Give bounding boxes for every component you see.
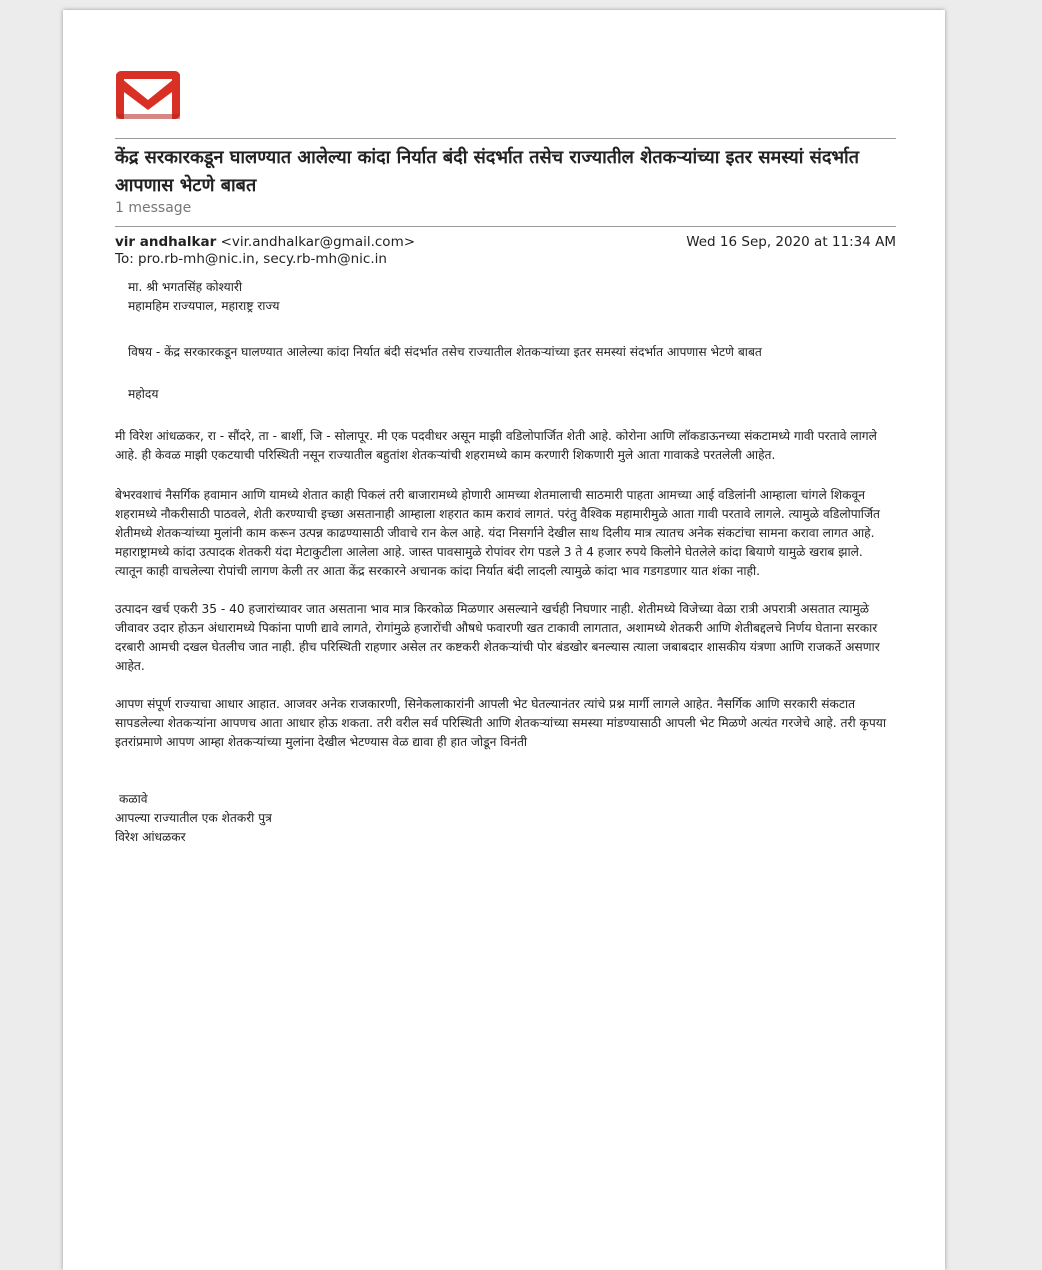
closing-kalave: कळावे	[119, 792, 148, 806]
sender-line	[115, 234, 415, 250]
recipient-title: महामहिम राज्यपाल, महाराष्ट्र राज्य	[128, 299, 280, 313]
email-date: Wed 16 Sep, 2020 at 11:34 AM	[686, 234, 896, 250]
paragraph-2: बेभरवशाचं नैसर्गिक हवामान आणि यामध्ये शेतात काही पिकलं तरी बाजारामध्ये होणारी आमच्या शेतमालाची साठमारी पाहता आमच्या आई वडिलांनी आम्हाला चांगले शिकवून शहरामध्ये नौकरीसाठी पाठवले, शेती करण्याची इच्छा असतानाही आम्हाला शहरात काम करावं लागतं. परंतु वैश्विक महामारीमुळे आता गावी परतावे लागले. त्यामुळे वडिलोपार्जित शेतीमध्ये शेतकऱ्यांच्या मुलांनी काम करून उत्पन्न काढण्यासाठी जीवाचे रान केल आहे. यंदा निसर्गाने देखील साथ दिलीय मात्र त्यातच अनेक संकटांचा सामना करावा लागत आहे. महाराष्ट्रामध्ये कांदा उत्पादक शेतकरी यंदा मेटाकुटीला आलेला आहे. जास्त पावसामुळे रोपांवर रोग पडले 3 ते 4 हजार रुपये किलोने घेतलेले कांदा बियाणे यामुळे खराब झाले. त्यातून काही वाचलेल्या रोपांची लागण केली तर आता केंद्र सरकारने अचानक कांदा निर्यात बंदी लादली त्यामुळे कांदा भाव गडगडणार यात शंका नाही.	[115, 488, 880, 578]
subject-divider	[115, 226, 896, 227]
paragraph-4: आपण संपूर्ण राज्याचा आधार आहात. आजवर अनेक राजकारणी, सिनेकलाकारांनी आपली भेट घेतल्यानंतर त्यांचे प्रश्न मार्गी लागले आहेत. नैसर्गिक आणि सरकारी संकटात सापडलेल्या शेतकऱ्यांना आपणच आता आधार होऊ शकता. तरी वरील सर्व परिस्थिती आणि शेतकऱ्यांच्या समस्या मांडण्यासाठी आपली भेट मिळणे अत्यंत गरजेचे आहे. तरी कृपया इतरांप्रमाणे आपण आम्हा शेतकऱ्यांच्या मुलांना देखील भेटण्यास वेळ द्यावा ही हात जोडून विनंती	[115, 697, 887, 749]
email-subject: केंद्र सरकारकडून घालण्यात आलेल्या कांदा निर्यात बंदी संदर्भात तसेच राज्यातील शेतकऱ्यांच्या इतर समस्यां संदर्भात आपणास भेटणे बाबत	[115, 147, 859, 196]
email-body	[115, 278, 887, 847]
sender-email: <vir.andhalkar@gmail.com>	[220, 234, 416, 250]
letter-subject: विषय - केंद्र सरकारकडून घालण्यात आलेल्या कांदा निर्यात बंदी संदर्भात तसेच राज्यातील शेतकऱ्यांच्या इतर समस्यां संदर्भात आपणास भेटणे बाबत	[128, 345, 762, 359]
email-print-page	[63, 10, 945, 1270]
gmail-envelope-icon	[115, 70, 181, 120]
salutation: महोदय	[128, 387, 159, 401]
recipient-name: मा. श्री भगतसिंह कोश्यारी	[128, 280, 243, 294]
recipients-line: To: pro.rb-mh@nic.in, secy.rb-mh@nic.in	[115, 251, 387, 267]
closing-signature-line: आपल्या राज्यातील एक शेतकरी पुत्र	[115, 811, 272, 825]
paragraph-3: उत्पादन खर्च एकरी 35 - 40 हजारांच्यावर जात असताना भाव मात्र किरकोळ मिळणार असल्याने खर्चही निघणार नाही. शेतीमध्ये विजेच्या वेळा रात्री अपरात्री असतात त्यामुळे जीवावर उदार होऊन अंधारामध्ये पिकांना पाणी द्यावे लागते, रोगांमुळे हजारोंची औषधे फवारणी खत टाकावी लागतात, अशामध्ये शेतकरी आणि शेतीबद्दलचे निर्णय घेताना सरकार दरबारी आमची दखल घेतलीच जात नाही. हीच परिस्थिती राहणार असेल तर कष्टकरी शेतकऱ्यांची पोर बंडखोर बनल्यास त्याला जबाबदार शासकीय यंत्रणा आणि राजकर्ते असणार आहेत.	[115, 602, 880, 673]
paragraph-1: मी विरेश आंधळकर, रा - सौंदरे, ता - बार्शी, जि - सोलापूर. मी एक पदवीधर असून माझी वडिलोपार्जित शेती आहे. कोरोना आणि लॉकडाऊनच्या संकटामध्ये गावी परतावे लागले आहे. ही केवळ माझी एकटयाची परिस्थिती नसून राज्यातील बहुतांश शेतकऱ्यांची शहरामध्ये काम करणारी शिकणारी मुले आता गावाकडे परतलेली आहेत.	[115, 429, 877, 462]
header-divider	[115, 138, 896, 139]
sender-name: vir andhalkar	[115, 234, 217, 250]
message-count: 1 message	[115, 200, 192, 216]
closing-name: विरेश आंधळकर	[115, 830, 186, 844]
